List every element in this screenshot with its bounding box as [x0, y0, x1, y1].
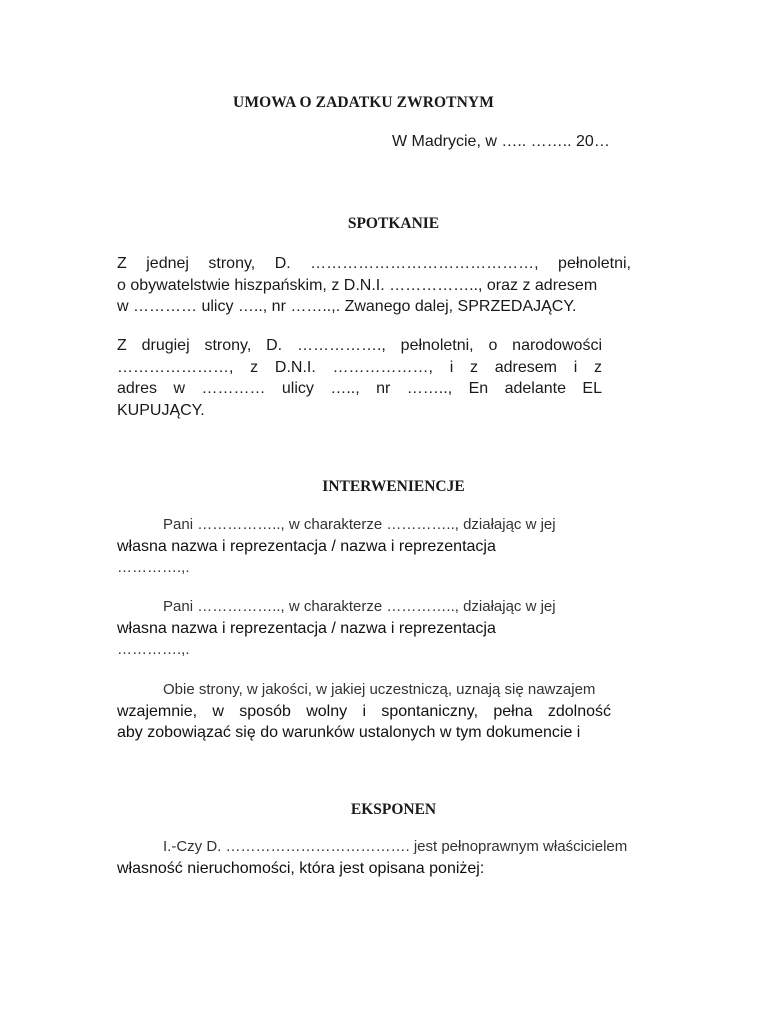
- paragraph-line: w ………… ulicy ….., nr ……..,. Zwanego dalej, SPRZEDAJĄCY.: [117, 298, 577, 315]
- paragraph-line: ………….,.: [117, 559, 190, 576]
- representative-paragraph-1: [117, 514, 637, 579]
- heading-eksponen: EKSPONEN: [350, 801, 437, 818]
- paragraph-line: Z drugiej strony, D. ……………., pełnoletni, o narodowości: [117, 337, 602, 354]
- exposition-paragraph: [117, 836, 677, 879]
- paragraph-line: własność nieruchomości, która jest opisana poniżej:: [117, 859, 485, 877]
- paragraph-line: o obywatelstwie hiszpańskim, z D.N.I. …………….., oraz z adresem: [117, 276, 598, 294]
- paragraph-line: ………….,.: [117, 641, 190, 658]
- both-parties-paragraph: [117, 679, 657, 744]
- heading-interwencje: INTERWENIENCJE: [322, 478, 465, 495]
- paragraph-line: własna nazwa i reprezentacja / nazwa i reprezentacja: [117, 619, 496, 637]
- paragraph-line: …………………, z D.N.I. ………………, i z adresem i z: [117, 358, 602, 376]
- paragraph-line: Pani …………….., w charakterze ………….., działając w jej: [163, 598, 556, 615]
- heading-spotkanie: SPOTKANIE: [347, 215, 440, 232]
- paragraph-line: aby zobowiązać się do warunków ustalonych w tym dokumencie i: [117, 724, 581, 741]
- place-date-line: W Madrycie, w ….. …….. 20…: [392, 133, 610, 150]
- paragraph-line: Obie strony, w jakości, w jakiej uczestniczą, uznają się nawzajem: [163, 681, 596, 698]
- paragraph-line: adres w ………… ulicy ….., nr …….., En adelante EL: [117, 380, 602, 397]
- document-title: UMOWA O ZADATKU ZWROTNYM: [233, 94, 494, 111]
- paragraph-line: własna nazwa i reprezentacja / nazwa i reprezentacja: [117, 537, 496, 555]
- paragraph-line: Pani …………….., w charakterze ………….., działając w jej: [163, 516, 556, 533]
- paragraph-line: I.-Czy D. ………………………………. jest pełnoprawnym właścicielem: [163, 838, 628, 855]
- paragraph-line: wzajemnie, w sposób wolny i spontaniczny, pełna zdolność: [117, 702, 611, 720]
- party-seller-paragraph: [117, 253, 631, 318]
- party-buyer-paragraph: [117, 335, 602, 421]
- paragraph-line: KUPUJĄCY.: [117, 401, 205, 419]
- paragraph-line: Z jednej strony, D. ……………………………………, pełnoletni,: [117, 255, 631, 272]
- representative-paragraph-2: [117, 596, 637, 661]
